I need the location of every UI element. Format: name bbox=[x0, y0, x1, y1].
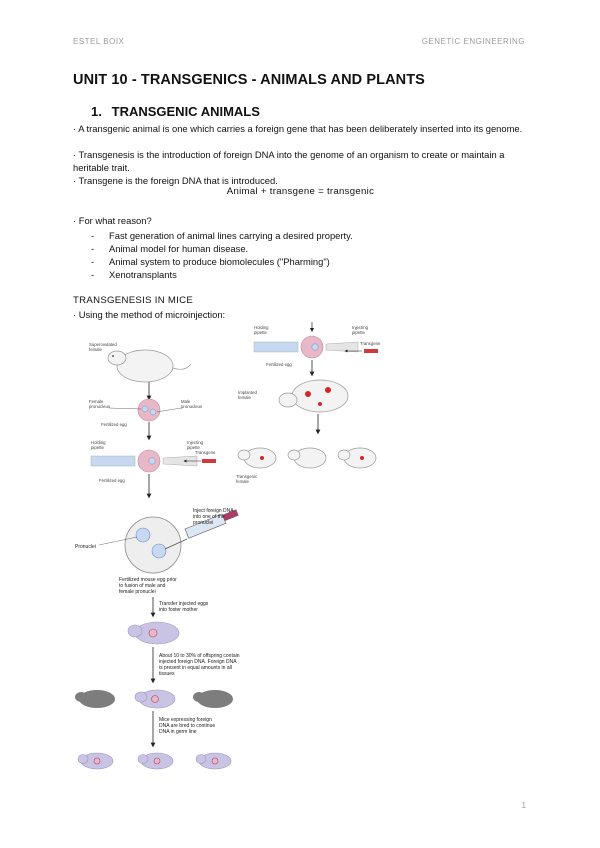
label-transgenic-female: Transgenic female bbox=[236, 474, 258, 484]
label-holding-pipette-left: Holding pipette bbox=[91, 440, 106, 450]
label-fertilized-egg: Fertilized egg bbox=[101, 422, 127, 427]
bullet-dash: - bbox=[91, 230, 95, 241]
page-number: 1 bbox=[521, 801, 526, 810]
header-author: ESTEL BOIX bbox=[73, 37, 125, 46]
bullet-dash: - bbox=[91, 243, 95, 254]
paragraph-transgene: · Transgene is the foreign DNA that is introduced. bbox=[73, 175, 278, 186]
label-female-pronucleus: Female pronucleus bbox=[89, 399, 111, 409]
reason-intro: · For what reason? bbox=[73, 215, 152, 226]
mouse-icon bbox=[78, 753, 113, 769]
mouse-icon bbox=[196, 753, 231, 769]
label-pronuclei: Pronuclei bbox=[75, 544, 96, 550]
label-holding-pipette-right: Holding pipette bbox=[254, 325, 269, 335]
formula: Animal + transgene = transgenic bbox=[226, 186, 375, 197]
section-title-text: TRANSGENIC ANIMALS bbox=[111, 104, 260, 119]
section-title bbox=[91, 104, 260, 119]
mouse-icon bbox=[138, 753, 173, 769]
paragraph-definition: · A transgenic animal is one which carries a foreign gene that has been deliberately inserted into its genome. bbox=[73, 123, 523, 134]
label-fertilized-egg-right: Fertilized egg bbox=[266, 362, 292, 367]
list-item: - Fast generation of animal lines carrying a desired property. bbox=[91, 230, 353, 241]
mouse-icon bbox=[338, 448, 376, 468]
label-transgene-left: Transgene bbox=[195, 450, 216, 455]
figure-microinjection-right bbox=[232, 318, 392, 490]
label-fertilized-egg-2: Fertilized egg bbox=[99, 478, 125, 483]
mouse-icon bbox=[279, 380, 348, 412]
mouse-icon bbox=[75, 690, 115, 708]
label-offspring: About 10 to 30% of offspring contain injected foreign DNA. Foreign DNA is present in equal amounts in all tissues bbox=[159, 653, 240, 677]
label-mice-bred: Mice expressing foreign DNA are bred to continue DNA in germ line bbox=[159, 717, 216, 735]
label-injecting-pipette-right: Injecting pipette bbox=[352, 325, 369, 335]
label-superovulated: Superovulated female bbox=[89, 342, 117, 352]
mouse-icon bbox=[238, 448, 276, 468]
label-transgene-right: Transgene bbox=[360, 341, 381, 346]
section-number: 1. bbox=[91, 104, 102, 119]
list-item: - Animal model for human disease. bbox=[91, 243, 249, 254]
paragraph-transgenesis: · Transgenesis is the introduction of foreign DNA into the genome of an organism to create or maintain a heritable trait. bbox=[73, 149, 505, 174]
list-item: - Animal system to produce biomolecules ("Pharming") bbox=[91, 256, 330, 267]
label-injecting-pipette-left: Injecting pipette bbox=[187, 440, 204, 450]
figure-microinjection-left bbox=[85, 322, 235, 502]
bullet-dash: - bbox=[91, 269, 95, 280]
label-implanted-female: Implanted female bbox=[238, 390, 257, 400]
unit-title: UNIT 10 - TRANSGENICS - ANIMALS AND PLANTS bbox=[73, 72, 425, 88]
label-fertilized-mouse-egg: Fertilized mouse egg prior to fusion of male and female pronuclei bbox=[119, 577, 177, 595]
mouse-icon bbox=[108, 350, 191, 382]
header-subject: GENETIC ENGINEERING bbox=[421, 37, 525, 46]
label-transfer-eggs: Transfer injected eggs into foster mother bbox=[159, 601, 209, 613]
method-text: · Using the method of microinjection: bbox=[73, 309, 226, 320]
label-inject-foreign-dna: Inject foreign DNA into one of the pronuclei bbox=[193, 508, 234, 526]
list-item: - Xenotransplants bbox=[91, 269, 177, 280]
mouse-icon bbox=[193, 690, 233, 708]
subsection-heading: TRANSGENESIS IN MICE bbox=[73, 295, 194, 306]
reason-list bbox=[91, 229, 353, 281]
figure-microinjection-bottom bbox=[75, 505, 360, 775]
label-male-pronucleus: Male pronucleus bbox=[181, 399, 203, 409]
bullet-dash: - bbox=[91, 256, 95, 267]
mouse-icon bbox=[135, 690, 175, 708]
mouse-icon bbox=[288, 448, 326, 468]
mouse-icon bbox=[128, 622, 179, 644]
